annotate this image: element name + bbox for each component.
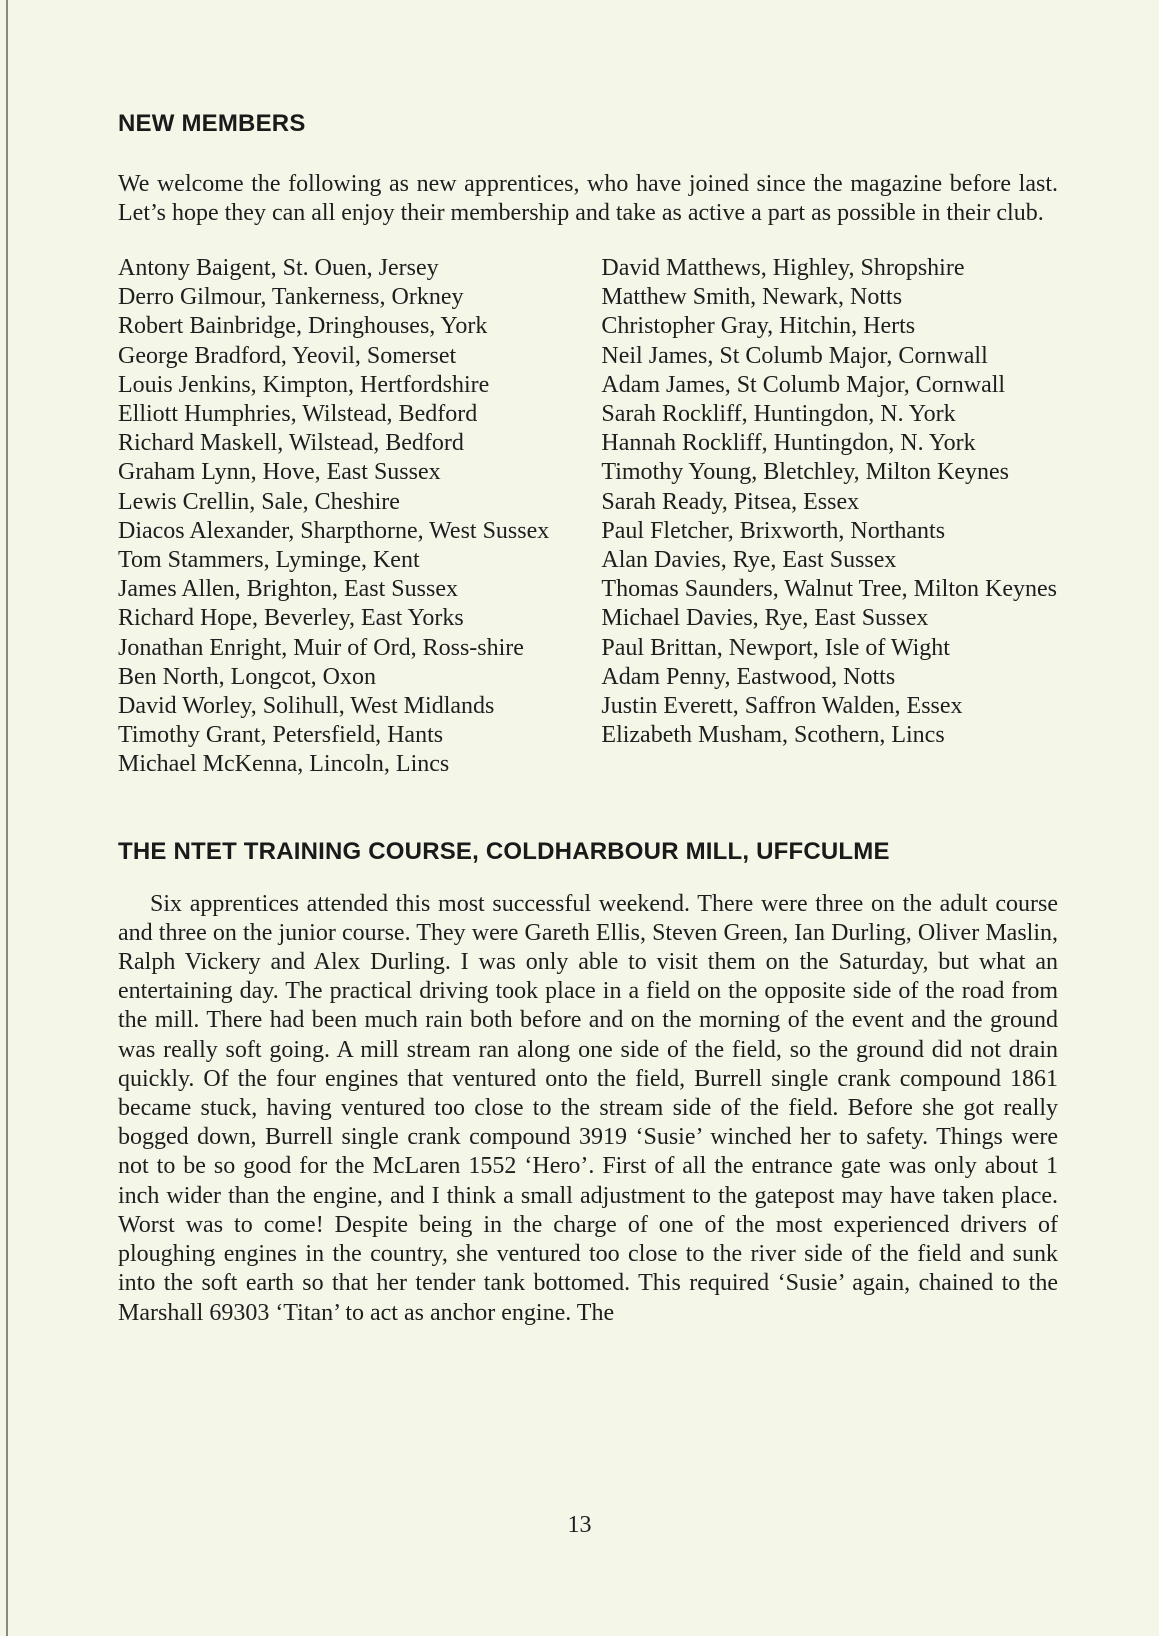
new-members-intro: We welcome the following as new apprentices, who have joined since the magazine before last. Let’s hope they can all enjoy their membership and take as active a part as possible in their club.	[118, 171, 1058, 226]
member-entry: Richard Hope, Beverley, East Yorks	[118, 605, 464, 632]
member-entry: Graham Lynn, Hove, East Sussex	[118, 459, 441, 486]
member-entry: Justin Everett, Saffron Walden, Essex	[601, 693, 963, 720]
page-edge	[6, 0, 8, 1636]
member-entry: Paul Brittan, Newport, Isle of Wight	[601, 634, 950, 661]
members-right-column	[601, 254, 1058, 780]
magazine-page	[118, 110, 1058, 1352]
member-entry: Lewis Crellin, Sale, Cheshire	[118, 488, 400, 515]
member-entry: Antony Baigent, St. Ouen, Jersey	[118, 255, 439, 281]
member-entry: Elizabeth Musham, Scothern, Lincs	[601, 722, 945, 749]
member-entry: Sarah Ready, Pitsea, Essex	[601, 488, 860, 515]
members-left-column	[118, 254, 601, 780]
members-list	[118, 254, 1058, 780]
member-entry: Michael McKenna, Lincoln, Lincs	[118, 751, 450, 778]
member-entry: Hannah Rockliff, Huntingdon, N. York	[601, 430, 976, 457]
member-entry: Christopher Gray, Hitchin, Herts	[601, 313, 916, 340]
new-members-heading: NEW MEMBERS	[118, 110, 306, 137]
page-number: 13	[567, 1512, 592, 1538]
member-entry: Alan Davies, Rye, East Sussex	[601, 547, 897, 574]
member-entry: Thomas Saunders, Walnut Tree, Milton Keynes	[601, 576, 1057, 603]
member-entry: George Bradford, Yeovil, Somerset	[118, 342, 457, 369]
member-entry: Timothy Young, Bletchley, Milton Keynes	[601, 459, 1009, 486]
member-entry: Ben North, Longcot, Oxon	[118, 663, 376, 690]
member-entry: Timothy Grant, Petersfield, Hants	[118, 722, 444, 749]
training-course-body: Six apprentices attended this most successful weekend. There were three on the adult course and three on the junior course. They were Gareth Ellis, Steven Green, Ian Durling, Oliver Maslin, Ralph Vickery and Alex Durling. I was only able to visit them on the Saturday, but what an entertaining day. The practical driving took place in a field on the opposite side of the road from the mill. There had been much rain both before and on the morning of the event and the ground was really soft going. A mill stream ran along one side of the field, so the ground did not drain quickly. Of the four engines that ventured onto the field, Burrell single crank compound 1861 became stuck, having ventured too close to the stream side of the field. Before she got really bogged down, Burrell single crank compound 3919 ‘Susie’ winched her to safety. Things were not to be so good for the McLaren 1552 ‘Hero’. First of all the entrance gate was only about 1 inch wider than the engine, and I think a small adjustment to the gatepost may have taken place. Worst was to come! Despite being in the charge of one of the most experienced drivers of ploughing engines in the country, she ventured too close to the river side of the field and sunk into the soft earth so that her tender tank bottomed. This required ‘Susie’ again, chained to the Marshall 69303 ‘Titan’ to act as anchor engine. The	[118, 890, 1058, 1326]
member-entry: Diacos Alexander, Sharpthorne, West Sussex	[118, 517, 550, 544]
member-entry: Sarah Rockliff, Huntingdon, N. York	[601, 401, 956, 428]
member-entry: Louis Jenkins, Kimpton, Hertfordshire	[118, 371, 490, 398]
member-entry: Paul Fletcher, Brixworth, Northants	[601, 517, 946, 544]
member-entry: Adam Penny, Eastwood, Notts	[601, 663, 896, 690]
member-entry: Tom Stammers, Lyminge, Kent	[118, 547, 420, 574]
member-entry: Michael Davies, Rye, East Sussex	[601, 605, 929, 632]
member-entry: Elliott Humphries, Wilstead, Bedford	[118, 401, 478, 428]
member-entry: Robert Bainbridge, Dringhouses, York	[118, 313, 488, 340]
member-entry: Jonathan Enright, Muir of Ord, Ross-shire	[118, 634, 524, 661]
training-course-heading: THE NTET TRAINING COURSE, COLDHARBOUR MILL, UFFCULME	[118, 837, 890, 865]
member-entry: David Worley, Solihull, West Midlands	[118, 693, 495, 720]
member-entry: Neil James, St Columb Major, Cornwall	[601, 342, 988, 369]
member-entry: Derro Gilmour, Tankerness, Orkney	[118, 284, 464, 311]
member-entry: Richard Maskell, Wilstead, Bedford	[118, 430, 464, 457]
member-entry: David Matthews, Highley, Shropshire	[601, 255, 965, 281]
member-entry: James Allen, Brighton, East Sussex	[118, 576, 458, 603]
member-entry: Adam James, St Columb Major, Cornwall	[601, 371, 1006, 398]
member-entry: Matthew Smith, Newark, Notts	[601, 284, 903, 311]
